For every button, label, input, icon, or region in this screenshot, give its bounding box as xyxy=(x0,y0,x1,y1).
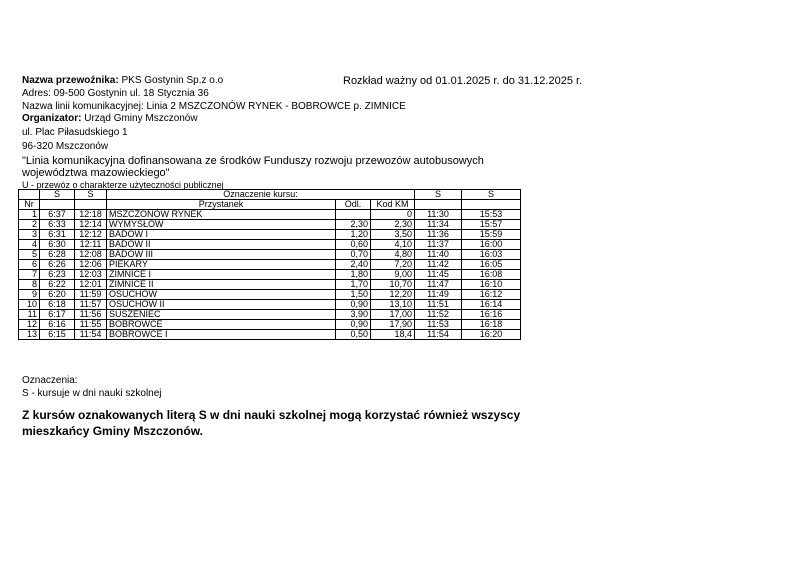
cell-nr: 1 xyxy=(19,210,40,220)
cell-t1: 6:23 xyxy=(40,270,75,280)
cell-t1: 6:33 xyxy=(40,220,75,230)
col-km: Kod KM xyxy=(371,200,415,210)
cell-stop: BOBROWCE I xyxy=(107,330,336,340)
cell-s2: 16:20 xyxy=(462,330,521,340)
cell-stop: OSUCHÓW II xyxy=(107,300,336,310)
cell-t2: 11:55 xyxy=(75,320,107,330)
line-name-text: Nazwa linii komunikacyjnej: Linia 2 MSZCZONÓW RYNEK - BOBROWCE p. ZIMNICE xyxy=(22,101,406,112)
street-text: ul. Plac Piłasudskiego 1 xyxy=(22,127,128,138)
cell-odl: 0,60 xyxy=(336,240,371,250)
cell-nr: 3 xyxy=(19,230,40,240)
cell-nr: 6 xyxy=(19,260,40,270)
cell-t1: 6:26 xyxy=(40,260,75,270)
cell-km: 7,20 xyxy=(371,260,415,270)
cell-t1: 6:30 xyxy=(40,240,75,250)
cell-stop: OSUCHÓW xyxy=(107,290,336,300)
cell-stop: ZIMNICE II xyxy=(107,280,336,290)
cell-stop: WYMYSŁÓW xyxy=(107,220,336,230)
cell-odl: 1,70 xyxy=(336,280,371,290)
cell-stop: SUSZENIEC xyxy=(107,310,336,320)
cell-t1: 6:16 xyxy=(40,320,75,330)
cell-s1: 11:42 xyxy=(415,260,462,270)
cell-s1: 11:45 xyxy=(415,270,462,280)
cell-s2: 16:16 xyxy=(462,310,521,320)
cell-s1: 11:34 xyxy=(415,220,462,230)
timetable xyxy=(18,189,521,340)
cell-t2: 12:06 xyxy=(75,260,107,270)
cell-s2: 16:10 xyxy=(462,280,521,290)
cell-odl: 3,90 xyxy=(336,310,371,320)
cell-t2: 12:12 xyxy=(75,230,107,240)
cell-odl: 2,30 xyxy=(336,220,371,230)
cell-km: 4,10 xyxy=(371,240,415,250)
cell-odl: 0,90 xyxy=(336,320,371,330)
cell-s1: 11:36 xyxy=(415,230,462,240)
table-row xyxy=(19,260,521,270)
cell-km: 10,70 xyxy=(371,280,415,290)
cell-km: 4,80 xyxy=(371,250,415,260)
carrier-line xyxy=(22,75,223,87)
cell-nr: 2 xyxy=(19,220,40,230)
col-odl: Odl. xyxy=(336,200,371,210)
table-row xyxy=(19,280,521,290)
cell-t2: 12:11 xyxy=(75,240,107,250)
cell-nr: 13 xyxy=(19,330,40,340)
cell-s2: 16:18 xyxy=(462,320,521,330)
table-row xyxy=(19,300,521,310)
organizer-value: Urząd Gminy Mszczonów xyxy=(84,113,198,124)
cell-s2: 15:57 xyxy=(462,220,521,230)
table-row xyxy=(19,210,521,220)
cell-nr: 11 xyxy=(19,310,40,320)
funding-text-1: "Linia komunikacyjna dofinansowana ze środków Funduszy rozwoju przewozów autobusowych xyxy=(22,155,484,167)
cell-t1: 6:15 xyxy=(40,330,75,340)
validity-text: Rozkład ważny od 01.01.2025 r. do 31.12.2025 r. xyxy=(343,75,583,87)
cell-t2: 12:03 xyxy=(75,270,107,280)
col-s1: S xyxy=(40,190,75,200)
cell-t2: 11:57 xyxy=(75,300,107,310)
carrier-label: Nazwa przewoźnika: xyxy=(22,75,119,86)
cell-odl: 0,70 xyxy=(336,250,371,260)
table-row xyxy=(19,310,521,320)
cell-t2: 11:59 xyxy=(75,290,107,300)
bold-note-line-1: Z kursów oznakowanych literą S w dni nauki szkolnej mogą korzystać również wszyscy xyxy=(22,408,521,422)
cell-s2: 16:05 xyxy=(462,260,521,270)
cell-s2: 16:12 xyxy=(462,290,521,300)
cell-s2: 16:03 xyxy=(462,250,521,260)
cell-odl: 0,90 xyxy=(336,300,371,310)
cell-t2: 12:01 xyxy=(75,280,107,290)
cell-nr: 8 xyxy=(19,280,40,290)
col-s3: S xyxy=(415,190,462,200)
cell-odl: 1,20 xyxy=(336,230,371,240)
table-row xyxy=(19,320,521,330)
cell-s2: 16:00 xyxy=(462,240,521,250)
cell-nr: 4 xyxy=(19,240,40,250)
cell-stop: BADÓW III xyxy=(107,250,336,260)
carrier-value: PKS Gostynin Sp.z o.o xyxy=(121,75,224,86)
cell-t1: 6:31 xyxy=(40,230,75,240)
col-s4: S xyxy=(462,190,521,200)
cell-km: 18,4 xyxy=(371,330,415,340)
table-row xyxy=(19,240,521,250)
cell-km: 12,20 xyxy=(371,290,415,300)
cell-t1: 6:22 xyxy=(40,280,75,290)
bold-note-line-2: mieszkańcy Gminy Mszczonów. xyxy=(22,424,203,438)
cell-s1: 11:37 xyxy=(415,240,462,250)
cell-nr: 10 xyxy=(19,300,40,310)
table-row xyxy=(19,270,521,280)
cell-km: 13,10 xyxy=(371,300,415,310)
address-text: Adres: 09-500 Gostynin ul. 18 Stycznia 36 xyxy=(22,88,209,99)
legend-s-line: S - kursuje w dni nauki szkolnej xyxy=(22,388,162,399)
cell-s1: 11:40 xyxy=(415,250,462,260)
organizer-label: Organizator: xyxy=(22,113,82,124)
cell-s1: 11:53 xyxy=(415,320,462,330)
cell-s2: 15:59 xyxy=(462,230,521,240)
table-row xyxy=(19,230,521,240)
table-row xyxy=(19,250,521,260)
table-row xyxy=(19,220,521,230)
cell-t2: 11:54 xyxy=(75,330,107,340)
col-nr: Nr xyxy=(19,200,40,210)
cell-s2: 15:53 xyxy=(462,210,521,220)
col-s2: S xyxy=(75,190,107,200)
legend-title: Oznaczenia: xyxy=(22,375,78,386)
cell-km: 2,30 xyxy=(371,220,415,230)
cell-s1: 11:47 xyxy=(415,280,462,290)
table-sub-header xyxy=(19,200,521,210)
col-stop: Przystanek xyxy=(107,200,336,210)
funding-text-2: województwa mazowieckiego" xyxy=(22,167,170,179)
cell-odl: 0,50 xyxy=(336,330,371,340)
col-course-label: Oznaczenie kursu: xyxy=(107,190,415,200)
cell-t1: 6:20 xyxy=(40,290,75,300)
table-row xyxy=(19,330,521,340)
cell-stop: ZIMNICE I xyxy=(107,270,336,280)
cell-t1: 6:37 xyxy=(40,210,75,220)
cell-t1: 6:28 xyxy=(40,250,75,260)
cell-s1: 11:51 xyxy=(415,300,462,310)
cell-km: 17,90 xyxy=(371,320,415,330)
cell-stop: MSZCZONÓW RYNEK xyxy=(107,210,336,220)
cell-t2: 12:14 xyxy=(75,220,107,230)
table-top-header xyxy=(19,190,521,200)
cell-stop: BOBROWCE xyxy=(107,320,336,330)
cell-nr: 12 xyxy=(19,320,40,330)
cell-odl: 1,80 xyxy=(336,270,371,280)
cell-t2: 12:08 xyxy=(75,250,107,260)
cell-s2: 16:08 xyxy=(462,270,521,280)
cell-odl: 2,40 xyxy=(336,260,371,270)
cell-stop: BADÓW I xyxy=(107,230,336,240)
cell-stop: PIEKARY xyxy=(107,260,336,270)
organizer-line xyxy=(22,113,198,125)
cell-km: 0 xyxy=(371,210,415,220)
cell-km: 9,00 xyxy=(371,270,415,280)
cell-km: 17,00 xyxy=(371,310,415,320)
cell-odl xyxy=(336,210,371,220)
table-row xyxy=(19,290,521,300)
cell-s1: 11:54 xyxy=(415,330,462,340)
cell-s1: 11:52 xyxy=(415,310,462,320)
cell-t2: 11:56 xyxy=(75,310,107,320)
cell-t2: 12:18 xyxy=(75,210,107,220)
cell-t1: 6:17 xyxy=(40,310,75,320)
cell-stop: BADÓW II xyxy=(107,240,336,250)
cell-s1: 11:30 xyxy=(415,210,462,220)
cell-km: 3,50 xyxy=(371,230,415,240)
cell-nr: 7 xyxy=(19,270,40,280)
cell-nr: 9 xyxy=(19,290,40,300)
cell-t1: 6:18 xyxy=(40,300,75,310)
cell-s1: 11:49 xyxy=(415,290,462,300)
u-note-text: U - przewóz o charakterze użyteczności publicznej xyxy=(22,180,224,190)
cell-s2: 16:14 xyxy=(462,300,521,310)
cell-odl: 1,50 xyxy=(336,290,371,300)
cell-nr: 5 xyxy=(19,250,40,260)
postal-text: 96-320 Mszczonów xyxy=(22,141,109,152)
